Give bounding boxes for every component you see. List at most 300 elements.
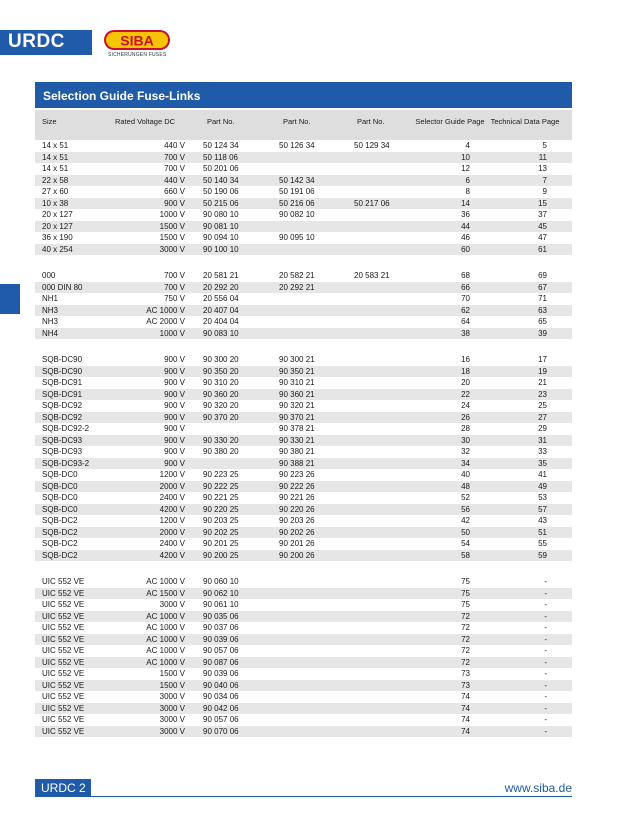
- table-cell: 900 V: [164, 198, 185, 208]
- table-cell: UIC 552 VE: [42, 715, 85, 724]
- table-cell: 43: [538, 516, 547, 525]
- table-cell: 20 582 21: [279, 271, 315, 280]
- table-row: [35, 576, 572, 588]
- table-cell: AC 1000 V: [146, 634, 185, 644]
- table-cell: AC 1000 V: [146, 646, 185, 655]
- table-cell: 20 407 04: [203, 305, 239, 315]
- table-cell: 900 V: [164, 447, 185, 456]
- table-cell: 660 V: [164, 187, 185, 196]
- table-cell: 27 x 60: [42, 187, 69, 196]
- table-cell: 70: [461, 294, 470, 303]
- col-part-no-1: Part No.: [207, 117, 235, 126]
- footer-divider: [91, 796, 572, 797]
- table-cell: 90 203 26: [279, 516, 315, 525]
- table-cell: AC 1000 V: [146, 623, 185, 632]
- table-cell: -: [544, 646, 547, 655]
- table-cell: 15: [538, 198, 547, 208]
- table-body: [35, 140, 572, 737]
- table-cell: 72: [461, 623, 470, 632]
- table-cell: 54: [461, 539, 470, 548]
- table-row: [35, 282, 572, 294]
- table-cell: SQB-DC93: [42, 435, 83, 445]
- table-cell: 38: [461, 328, 470, 338]
- table-cell: 90 087 06: [203, 657, 239, 667]
- table-cell: 90 350 20: [203, 366, 239, 376]
- col-rated-voltage: Rated Voltage DC: [115, 117, 176, 126]
- table-cell: 90 360 21: [279, 389, 315, 399]
- table-cell: 90 222 25: [203, 481, 239, 491]
- table-cell: SQB-DC90: [42, 366, 83, 376]
- table-cell: 65: [538, 317, 547, 326]
- table-cell: 900 V: [164, 401, 185, 410]
- table-cell: 75: [461, 588, 470, 598]
- table-cell: -: [544, 726, 547, 736]
- table-cell: 90 378 21: [279, 424, 315, 433]
- table-cell: 20 583 21: [354, 271, 390, 280]
- table-cell: 34: [461, 458, 470, 468]
- table-cell: 90 310 21: [279, 378, 315, 387]
- table-cell: SQB-DC93: [42, 447, 83, 456]
- table-cell: 40 x 254: [42, 244, 73, 254]
- table-cell: 28: [461, 424, 470, 433]
- table-row: [35, 412, 572, 424]
- table-cell: 8: [465, 187, 470, 196]
- table-cell: 90 350 21: [279, 366, 315, 376]
- table-cell: 3000 V: [159, 600, 185, 609]
- table-cell: 3000 V: [159, 726, 185, 736]
- table-cell: SQB-DC2: [42, 527, 78, 537]
- table-cell: NH4: [42, 328, 59, 338]
- table-cell: 000: [42, 271, 56, 280]
- table-cell: 90 300 20: [203, 355, 239, 364]
- table-cell: 35: [538, 458, 547, 468]
- table-cell: 74: [461, 703, 470, 713]
- table-cell: 62: [461, 305, 470, 315]
- table-row: [35, 366, 572, 378]
- table-row: [35, 703, 572, 715]
- table-cell: 7: [542, 175, 547, 185]
- table-cell: 3000 V: [159, 692, 185, 701]
- table-cell: -: [544, 657, 547, 667]
- table-cell: 700 V: [164, 152, 185, 162]
- table-cell: 51: [538, 527, 547, 537]
- table-cell: 90 388 21: [279, 458, 315, 468]
- table-cell: 18: [461, 366, 470, 376]
- table-cell: 90 223 26: [279, 470, 315, 479]
- table-cell: 90 200 25: [203, 550, 239, 560]
- table-cell: 25: [538, 401, 547, 410]
- table-cell: 63: [538, 305, 547, 315]
- table-cell: UIC 552 VE: [42, 577, 85, 586]
- table-row: [35, 305, 572, 317]
- table-cell: 90 035 06: [203, 611, 239, 621]
- table-cell: 90 200 26: [279, 550, 315, 560]
- table-cell: 90 201 25: [203, 539, 239, 548]
- table-cell: SQB-DC2: [42, 516, 78, 525]
- table-cell: 11: [538, 152, 547, 162]
- table-cell: 48: [461, 481, 470, 491]
- table-cell: AC 1000 V: [146, 305, 185, 315]
- table-cell: 37: [538, 210, 547, 219]
- table-cell: SQB-DC2: [42, 539, 78, 548]
- table-cell: 71: [538, 294, 547, 303]
- table-cell: UIC 552 VE: [42, 726, 85, 736]
- table-cell: 53: [538, 493, 547, 502]
- group-spacer: [35, 561, 572, 576]
- table-cell: UIC 552 VE: [42, 692, 85, 701]
- table-cell: 6: [465, 175, 470, 185]
- table-row: [35, 316, 572, 328]
- table-cell: 90 202 26: [279, 527, 315, 537]
- table-cell: 4200 V: [159, 504, 185, 514]
- table-cell: 10 x 38: [42, 198, 69, 208]
- table-cell: 90 370 20: [203, 412, 239, 422]
- table-row: [35, 668, 572, 680]
- table-cell: -: [544, 600, 547, 609]
- table-row: [35, 232, 572, 244]
- table-cell: 16: [461, 355, 470, 364]
- table-cell: 90 320 21: [279, 401, 315, 410]
- table-cell: 90 080 10: [203, 210, 239, 219]
- table-cell: 90 221 25: [203, 493, 239, 502]
- table-cell: 75: [461, 577, 470, 586]
- table-row: [35, 657, 572, 669]
- table-cell: 36: [461, 210, 470, 219]
- table-cell: 60: [461, 244, 470, 254]
- table-cell: 73: [461, 680, 470, 690]
- table-cell: UIC 552 VE: [42, 680, 85, 690]
- footer-url-link[interactable]: www.siba.de: [504, 781, 572, 795]
- table-cell: 69: [538, 271, 547, 280]
- table-cell: 2400 V: [159, 539, 185, 548]
- table-cell: 90 360 20: [203, 389, 239, 399]
- group-spacer: [35, 255, 572, 270]
- table-cell: 1000 V: [159, 328, 185, 338]
- table-cell: 90 039 06: [203, 669, 239, 678]
- table-cell: 90 223 25: [203, 470, 239, 479]
- table-cell: 55: [538, 539, 547, 548]
- table-cell: -: [544, 680, 547, 690]
- table-row: [35, 377, 572, 389]
- table-cell: 50 126 34: [279, 141, 315, 150]
- table-cell: 27: [538, 412, 547, 422]
- table-row: [35, 198, 572, 210]
- table-cell: SQB-DC92-2: [42, 424, 90, 433]
- table-cell: 36 x 190: [42, 233, 73, 242]
- table-cell: 44: [461, 221, 470, 231]
- table-cell: 90 057 06: [203, 715, 239, 724]
- table-cell: AC 1500 V: [146, 588, 185, 598]
- table-cell: 90 037 06: [203, 623, 239, 632]
- table-cell: 20 292 21: [279, 282, 315, 292]
- table-cell: 2000 V: [159, 481, 185, 491]
- table-cell: 2400 V: [159, 493, 185, 502]
- table-cell: 90 040 06: [203, 680, 239, 690]
- table-cell: 5: [542, 141, 547, 150]
- table-cell: 90 034 06: [203, 692, 239, 701]
- table-cell: SQB-DC0: [42, 504, 78, 514]
- logo-text: SIBA: [120, 32, 154, 49]
- table-cell: 13: [538, 164, 547, 173]
- table-cell: 3000 V: [159, 703, 185, 713]
- table-cell: 21: [538, 378, 547, 387]
- col-technical-data: Technical Data Page: [490, 117, 560, 126]
- table-cell: 50 190 06: [203, 187, 239, 196]
- brand-label: URDC: [0, 30, 92, 55]
- table-cell: 90 082 10: [279, 210, 315, 219]
- table-row: [35, 599, 572, 611]
- table-cell: 900 V: [164, 424, 185, 433]
- table-cell: 59: [538, 550, 547, 560]
- table-row: [35, 423, 572, 435]
- table-row: [35, 622, 572, 634]
- table-cell: 440 V: [164, 141, 185, 150]
- table-row: [35, 515, 572, 527]
- table-cell: 10: [461, 152, 470, 162]
- table-cell: 47: [538, 233, 547, 242]
- table-cell: 23: [538, 389, 547, 399]
- table-cell: 1200 V: [159, 516, 185, 525]
- table-cell: 90 039 06: [203, 634, 239, 644]
- table-cell: 20 581 21: [203, 271, 239, 280]
- table-cell: 50 216 06: [279, 198, 315, 208]
- table-cell: 1500 V: [159, 233, 185, 242]
- table-cell: 50 129 34: [354, 141, 390, 150]
- table-cell: 1500 V: [159, 221, 185, 231]
- table-cell: 22: [461, 389, 470, 399]
- table-cell: -: [544, 577, 547, 586]
- table-row: [35, 550, 572, 562]
- table-cell: 90 203 25: [203, 516, 239, 525]
- table-cell: NH1: [42, 294, 59, 303]
- table-row: [35, 588, 572, 600]
- table-cell: 90 220 25: [203, 504, 239, 514]
- table-row: [35, 293, 572, 305]
- table-row: [35, 328, 572, 340]
- table-cell: SQB-DC91: [42, 378, 83, 387]
- table-cell: 90 083 10: [203, 328, 239, 338]
- table-cell: 9: [542, 187, 547, 196]
- table-cell: UIC 552 VE: [42, 600, 85, 609]
- table-cell: 3000 V: [159, 244, 185, 254]
- table-cell: 24: [461, 401, 470, 410]
- table-cell: UIC 552 VE: [42, 657, 85, 667]
- table-row: [35, 504, 572, 516]
- table-cell: 50 142 34: [279, 175, 315, 185]
- table-cell: 39: [538, 328, 547, 338]
- table-row: [35, 446, 572, 458]
- table-row: [35, 611, 572, 623]
- table-cell: NH3: [42, 317, 59, 326]
- table-cell: 50 124 34: [203, 141, 239, 150]
- table-cell: 1200 V: [159, 470, 185, 479]
- table-cell: -: [544, 623, 547, 632]
- table-cell: 90 100 10: [203, 244, 239, 254]
- table-cell: 29: [538, 424, 547, 433]
- table-row: [35, 691, 572, 703]
- table-cell: 90 300 21: [279, 355, 315, 364]
- table-cell: 700 V: [164, 271, 185, 280]
- table-cell: UIC 552 VE: [42, 634, 85, 644]
- table-cell: 90 062 10: [203, 588, 239, 598]
- footer-page-label: URDC 2: [35, 779, 91, 797]
- table-cell: 14: [461, 198, 470, 208]
- table-cell: 14 x 51: [42, 164, 69, 173]
- table-row: [35, 186, 572, 198]
- table-cell: -: [544, 715, 547, 724]
- group-spacer: [35, 339, 572, 354]
- table-cell: 90 061 10: [203, 600, 239, 609]
- col-selector-guide: Selector Guide Page: [415, 117, 485, 126]
- table-cell: 14 x 51: [42, 152, 69, 162]
- table-row: [35, 400, 572, 412]
- table-cell: 50 217 06: [354, 198, 390, 208]
- table-row: [35, 209, 572, 221]
- table-cell: 74: [461, 726, 470, 736]
- table-cell: 3000 V: [159, 715, 185, 724]
- table-cell: 90 370 21: [279, 412, 315, 422]
- table-cell: 72: [461, 611, 470, 621]
- table-cell: UIC 552 VE: [42, 646, 85, 655]
- table-cell: UIC 552 VE: [42, 703, 85, 713]
- table-row: [35, 538, 572, 550]
- table-row: [35, 244, 572, 256]
- table-cell: 90 380 21: [279, 447, 315, 456]
- table-cell: 52: [461, 493, 470, 502]
- table-cell: SQB-DC0: [42, 493, 78, 502]
- section-title-bar: [35, 82, 572, 108]
- table-row: [35, 458, 572, 470]
- table-cell: 26: [461, 412, 470, 422]
- table-cell: 61: [538, 244, 547, 254]
- table-cell: 20 x 127: [42, 221, 73, 231]
- table-cell: AC 1000 V: [146, 657, 185, 667]
- table-cell: 000 DIN 80: [42, 282, 83, 292]
- table-row: [35, 527, 572, 539]
- table-cell: 56: [461, 504, 470, 514]
- table-cell: 73: [461, 669, 470, 678]
- table-cell: NH3: [42, 305, 59, 315]
- table-row: [35, 221, 572, 233]
- table-cell: 90 095 10: [279, 233, 315, 242]
- table-cell: 75: [461, 600, 470, 609]
- table-cell: 72: [461, 646, 470, 655]
- table-cell: 2000 V: [159, 527, 185, 537]
- table-cell: 1000 V: [159, 210, 185, 219]
- table-cell: 90 081 10: [203, 221, 239, 231]
- table-cell: 700 V: [164, 164, 185, 173]
- table-cell: UIC 552 VE: [42, 669, 85, 678]
- table-cell: AC 2000 V: [146, 317, 185, 326]
- table-cell: 900 V: [164, 355, 185, 364]
- col-part-no-3: Part No.: [357, 117, 385, 126]
- table-cell: 50 140 34: [203, 175, 239, 185]
- table-cell: 33: [538, 447, 547, 456]
- table-cell: 74: [461, 692, 470, 701]
- table-row: [35, 354, 572, 366]
- table-row: [35, 163, 572, 175]
- table-cell: 20 404 04: [203, 317, 239, 326]
- table-cell: 90 330 20: [203, 435, 239, 445]
- table-cell: AC 1000 V: [146, 577, 185, 586]
- table-cell: 72: [461, 657, 470, 667]
- table-cell: 90 094 10: [203, 233, 239, 242]
- table-cell: SQB-DC90: [42, 355, 83, 364]
- table-cell: 4: [465, 141, 470, 150]
- col-part-no-2: Part No.: [283, 117, 311, 126]
- table-cell: SQB-DC92: [42, 412, 83, 422]
- table-cell: 20 556 04: [203, 294, 239, 303]
- table-cell: 700 V: [164, 282, 185, 292]
- table-cell: SQB-DC0: [42, 481, 78, 491]
- table-cell: 90 057 06: [203, 646, 239, 655]
- table-cell: UIC 552 VE: [42, 588, 85, 598]
- table-cell: 900 V: [164, 389, 185, 399]
- table-cell: 32: [461, 447, 470, 456]
- table-cell: SQB-DC92: [42, 401, 83, 410]
- table-cell: -: [544, 634, 547, 644]
- table-row: [35, 726, 572, 738]
- table-cell: 30: [461, 435, 470, 445]
- table-cell: -: [544, 692, 547, 701]
- table-cell: 20 292 20: [203, 282, 239, 292]
- table-cell: 900 V: [164, 378, 185, 387]
- table-cell: 42: [461, 516, 470, 525]
- siba-logo: [104, 27, 170, 53]
- table-cell: 90 330 21: [279, 435, 315, 445]
- table-cell: 50 191 06: [279, 187, 315, 196]
- table-row: [35, 714, 572, 726]
- table-cell: 90 201 26: [279, 539, 315, 548]
- col-size: Size: [42, 117, 57, 126]
- table-cell: -: [544, 669, 547, 678]
- table-cell: 20 x 127: [42, 210, 73, 219]
- table-cell: 40: [461, 470, 470, 479]
- table-cell: 90 220 26: [279, 504, 315, 514]
- table-cell: 66: [461, 282, 470, 292]
- table-header: [35, 110, 572, 140]
- table-row: [35, 152, 572, 164]
- table-row: [35, 270, 572, 282]
- table-cell: AC 1000 V: [146, 611, 185, 621]
- table-cell: -: [544, 611, 547, 621]
- table-row: [35, 634, 572, 646]
- table-cell: 50 215 06: [203, 198, 239, 208]
- table-cell: 90 380 20: [203, 447, 239, 456]
- table-cell: 50 118 06: [203, 152, 238, 162]
- table-cell: 440 V: [164, 175, 185, 185]
- table-cell: 750 V: [164, 294, 185, 303]
- table-row: [35, 645, 572, 657]
- side-tab-marker: [0, 284, 20, 314]
- table-cell: SQB-DC93-2: [42, 458, 90, 468]
- table-cell: 58: [461, 550, 470, 560]
- table-cell: 14 x 51: [42, 141, 69, 150]
- table-cell: SQB-DC2: [42, 550, 78, 560]
- table-cell: 64: [461, 317, 470, 326]
- table-cell: SQB-DC91: [42, 389, 83, 399]
- table-cell: UIC 552 VE: [42, 623, 85, 632]
- table-cell: 90 221 26: [279, 493, 315, 502]
- table-row: [35, 481, 572, 493]
- table-row: [35, 680, 572, 692]
- table-cell: 68: [461, 271, 470, 280]
- section-title: Selection Guide Fuse-Links: [43, 89, 201, 103]
- logo-subtitle: SICHERUNGEN FUSES: [108, 52, 167, 58]
- table-row: [35, 389, 572, 401]
- table-cell: 90 070 06: [203, 726, 239, 736]
- table-cell: 1500 V: [159, 669, 185, 678]
